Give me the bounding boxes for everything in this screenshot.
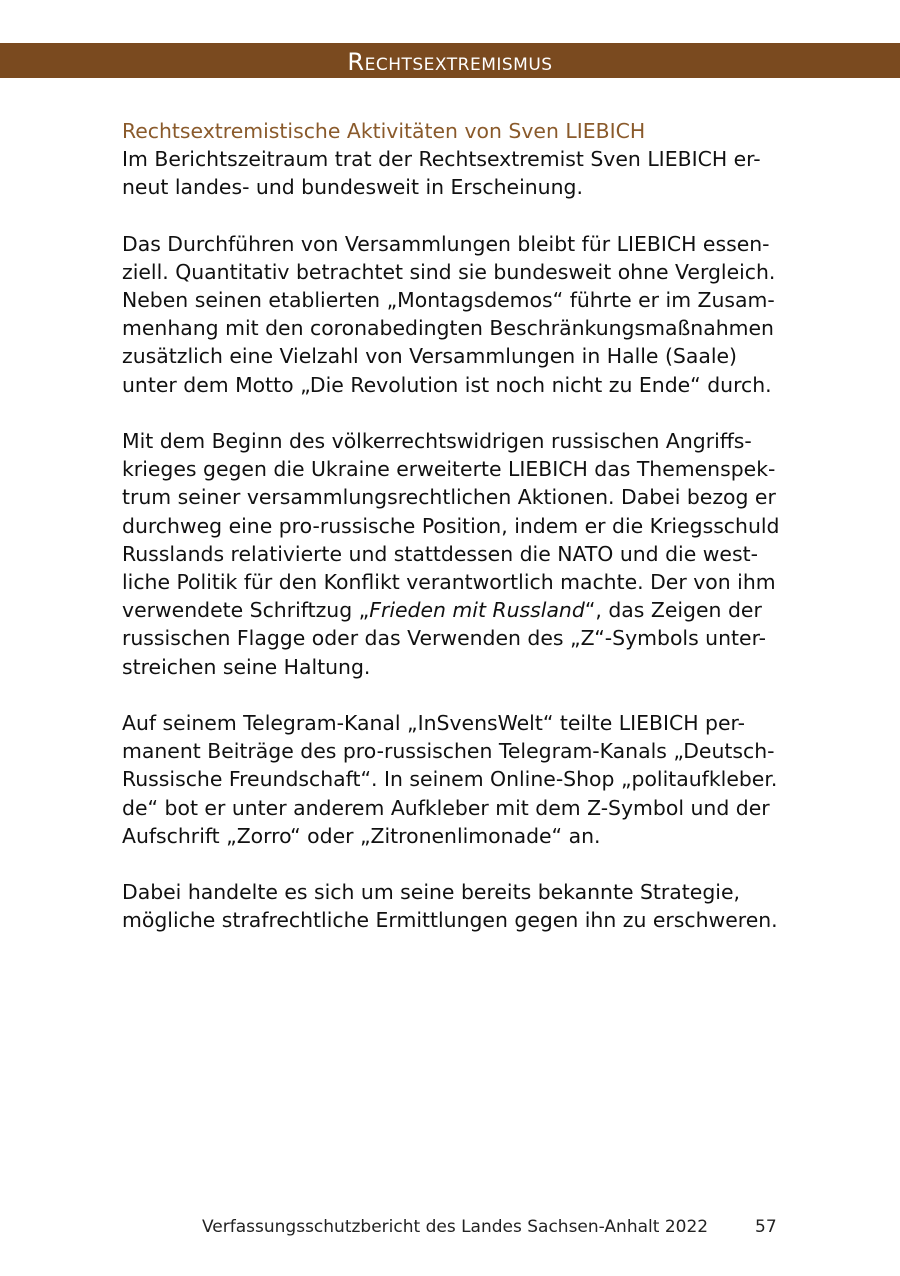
text-line: trum seiner versammlungsrechtlichen Aktionen. Dabei bezog er <box>122 485 776 510</box>
text-line: Im Berichtszeitraum trat der Rechtsextremist Sven LIEBICH er- <box>122 147 761 171</box>
chapter-title: Rechtsextremismus <box>347 48 553 76</box>
chapter-banner <box>0 43 900 78</box>
text-line: ziell. Quantitativ betrachtet sind sie bundesweit ohne Vergleich. <box>122 259 776 284</box>
text-line: menhang mit den coronabedingten Beschränkungsmaßnahmen <box>122 316 774 341</box>
text-line: durchweg eine pro-russische Position, indem er die Kriegsschuld <box>122 513 780 538</box>
paragraph-3 <box>122 427 782 681</box>
text-line: krieges gegen die Ukraine erweiterte LIEBICH das Themenspek- <box>122 457 776 482</box>
text-line: Russische Freundschaft“. In seinem Online-Shop „politaufkleber. <box>122 767 778 792</box>
text-line: Auf seinem Telegram-Kanal „InSvensWelt“ teilte LIEBICH per- <box>122 711 745 736</box>
text-line: unter dem Motto „Die Revolution ist noch nicht zu Ende“ durch. <box>122 372 772 397</box>
paragraph-1 <box>122 145 782 201</box>
paragraph-5 <box>122 878 782 934</box>
text-line: mögliche strafrechtliche Ermittlungen gegen ihn zu erschweren. <box>122 908 778 933</box>
footer-publication-title: Verfassungsschutzbericht des Landes Sachsen-Anhalt 2022 <box>202 1217 709 1237</box>
text-line: neut landes- und bundesweit in Erscheinung. <box>122 175 583 200</box>
text-line: Dabei handelte es sich um seine bereits bekannte Strategie, <box>122 880 740 905</box>
main-content <box>122 117 782 935</box>
text-line: Aufschrift „Zorro“ oder „Zitronenlimonade“ an. <box>122 823 601 848</box>
text-segment: “, das Zeigen der <box>584 598 762 623</box>
italic-quote: Frieden mit Russland <box>369 598 585 623</box>
text-line: Russlands relativierte und stattdessen die NATO und die west- <box>122 541 758 566</box>
text-line: de“ bot er unter anderem Aufkleber mit dem Z-Symbol und der <box>122 795 770 820</box>
text-line: Neben seinen etablierten „Montagsdemos“ führte er im Zusam- <box>122 288 775 312</box>
paragraph-2 <box>122 230 782 399</box>
paragraph-4 <box>122 709 782 850</box>
text-line: russischen Flagge oder das Verwenden des „Z“-Symbols unter- <box>122 626 767 651</box>
text-line: manent Beiträge des pro-russischen Telegram-Kanals „Deutsch- <box>122 739 775 764</box>
text-line: Das Durchführen von Versammlungen bleibt für LIEBICH essen- <box>122 231 770 256</box>
text-line: streichen seine Haltung. <box>122 654 371 679</box>
text-line: liche Politik für den Konflikt verantwortlich machte. Der von ihm <box>122 570 776 595</box>
text-segment: verwendete Schriftzug „ <box>122 598 370 623</box>
text-line: zusätzlich eine Vielzahl von Versammlungen in Halle (Saale) <box>122 344 737 369</box>
section-heading: Rechtsextremistische Aktivitäten von Sven LIEBICH <box>122 119 646 143</box>
text-line <box>122 596 782 624</box>
page-number: 57 <box>755 1217 777 1237</box>
text-line: Mit dem Beginn des völkerrechtswidrigen russischen Angriffs- <box>122 429 752 453</box>
